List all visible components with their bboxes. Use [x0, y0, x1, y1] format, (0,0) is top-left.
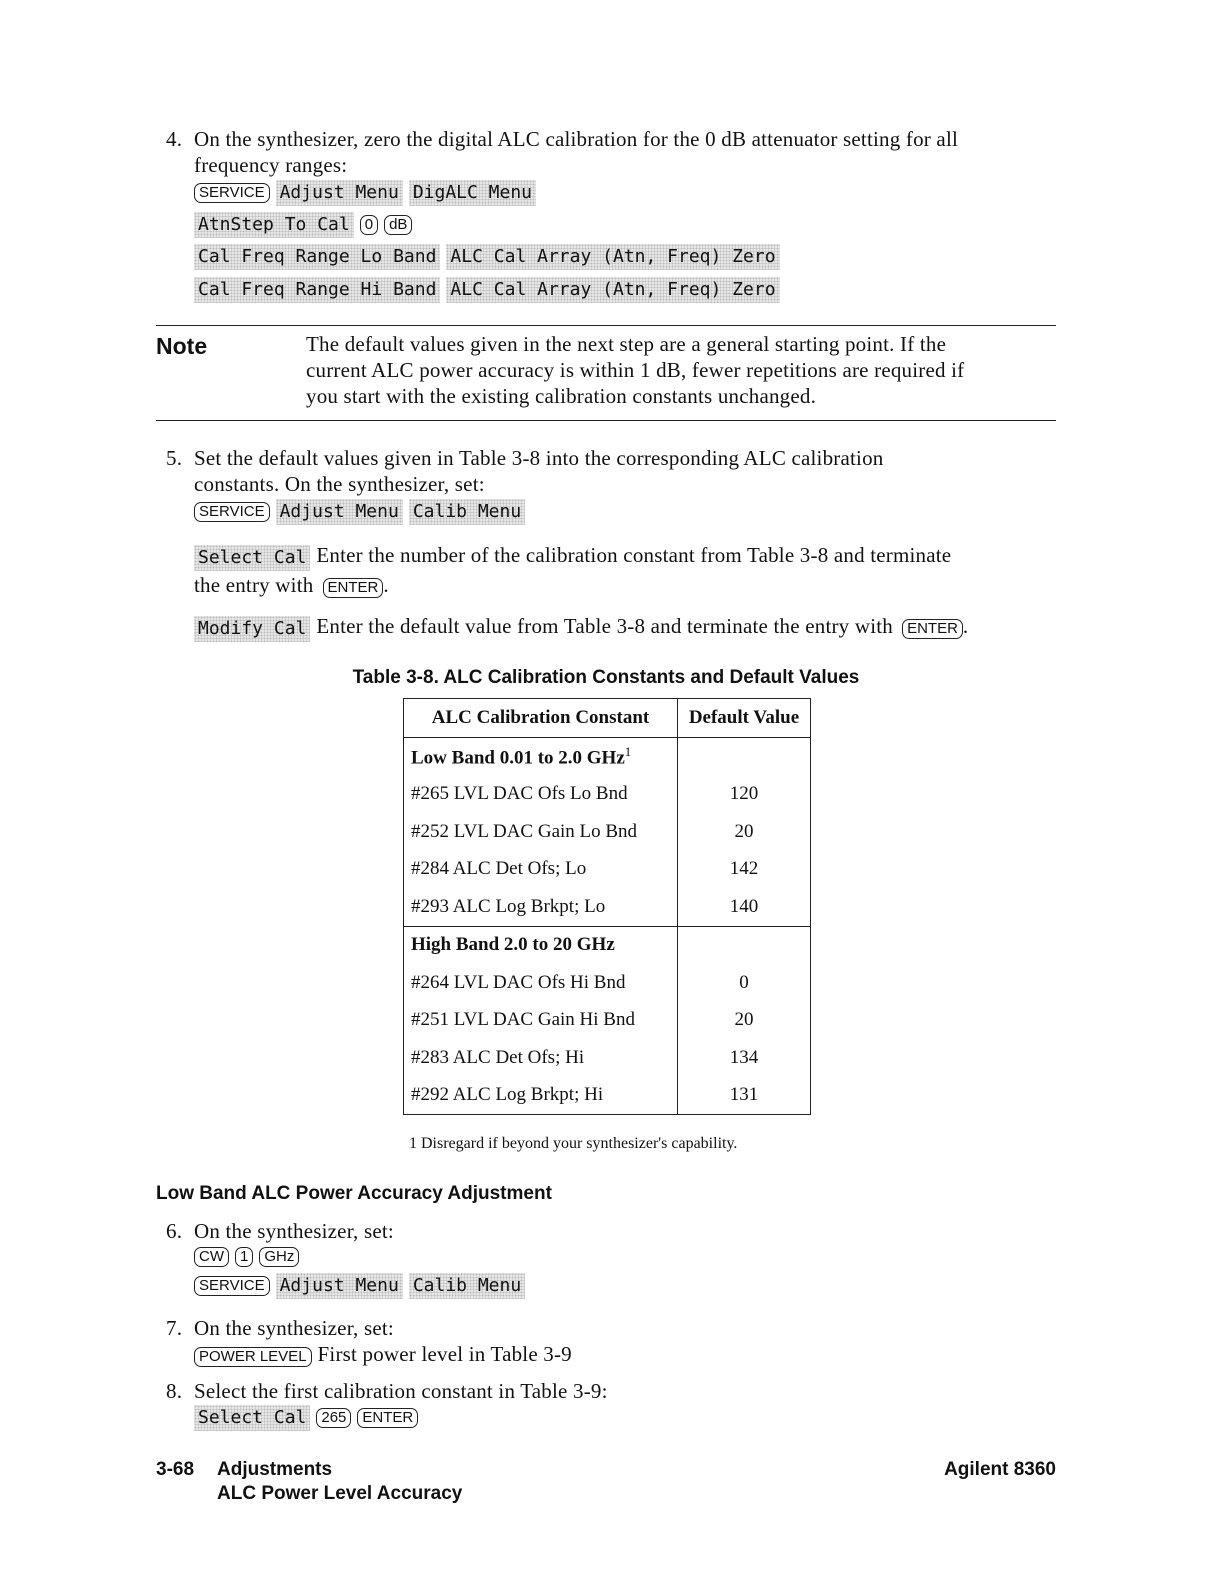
note-label: Note — [156, 333, 208, 359]
enter-key[interactable]: ENTER — [323, 578, 384, 598]
table-cell-constant: #264 LVL DAC Ofs Hi Bnd — [404, 964, 678, 1002]
modify-cal-instruction: Modify Cal Enter the default value from Table 3-8 and terminate the entry with ENTER . — [194, 614, 968, 642]
modify-cal-softkey[interactable]: Modify Cal — [194, 616, 310, 642]
service-key[interactable]: SERVICE — [194, 1276, 270, 1296]
table-footnote: 1 Disregard if beyond your synthesizer's capability. — [409, 1135, 738, 1152]
table-cell-constant: #251 LVL DAC Gain Hi Bnd — [404, 1002, 678, 1040]
step-8-text: Select the first calibration constant in Table 3-9: — [194, 1379, 608, 1403]
step-7-number: 7. — [166, 1316, 183, 1340]
table-cell-value: 140 — [729, 895, 759, 917]
table-cell-constant: #293 ALC Log Brkpt; Lo — [404, 888, 678, 926]
table-cell-value: 131 — [729, 1084, 759, 1106]
table-cell-constant: #252 LVL DAC Gain Lo Bnd — [404, 813, 678, 851]
step-5-number: 5. — [166, 446, 183, 470]
service-key[interactable]: SERVICE — [194, 183, 270, 203]
footer-subsection: ALC Power Level Accuracy — [217, 1483, 463, 1504]
table-row — [404, 1002, 811, 1040]
table-cell-constant: #265 LVL DAC Ofs Lo Bnd — [404, 776, 678, 814]
footer-chapter: Adjustments — [217, 1459, 333, 1480]
table-row — [404, 1077, 811, 1115]
table-row — [404, 851, 811, 889]
section-heading: Low Band ALC Power Accuracy Adjustment — [156, 1183, 552, 1204]
alc-cal-array-zero-softkey[interactable]: ALC Cal Array (Atn, Freq) Zero — [446, 244, 779, 270]
step-5-keys-row — [194, 499, 531, 525]
step-4-text-cont: frequency ranges: — [194, 153, 348, 177]
table-cell-value: 20 — [734, 820, 754, 842]
note-text-line-2: current ALC power accuracy is within 1 dB, fewer repetitions are required if — [306, 358, 965, 382]
table-header-default: Default Value — [678, 699, 811, 738]
adjust-menu-softkey[interactable]: Adjust Menu — [276, 1273, 403, 1299]
cal-freq-range-hi-softkey[interactable]: Cal Freq Range Hi Band — [194, 277, 440, 303]
step-6-number: 6. — [166, 1219, 183, 1243]
enter-key[interactable]: ENTER — [357, 1408, 418, 1428]
note-text-line-1: The default values given in the next step are a general starting point. If the — [306, 332, 947, 356]
one-key[interactable]: 1 — [235, 1247, 253, 1267]
select-cal-text: Enter the number of the calibration constant from Table 3-8 and terminate — [316, 543, 952, 567]
select-cal-instruction — [194, 543, 951, 571]
step-5-text: Set the default values given in Table 3-8 into the corresponding ALC calibration — [194, 446, 884, 470]
table-cell-value: 134 — [729, 1046, 759, 1068]
table-section-high-band: High Band 2.0 to 20 GHz — [404, 926, 678, 964]
number-265-key[interactable]: 265 — [316, 1408, 351, 1428]
step-7-text: On the synthesizer, set: — [194, 1316, 394, 1340]
table-row — [404, 888, 811, 926]
adjust-menu-softkey[interactable]: Adjust Menu — [276, 180, 403, 206]
table-cell-constant: #284 ALC Det Ofs; Lo — [404, 851, 678, 889]
step-4-keys-row-1 — [194, 180, 542, 206]
table-header-constant: ALC Calibration Constant — [404, 699, 678, 738]
power-level-key[interactable]: POWER LEVEL — [194, 1347, 312, 1367]
digalc-menu-softkey[interactable]: DigALC Menu — [409, 180, 536, 206]
service-key[interactable]: SERVICE — [194, 502, 270, 522]
enter-key[interactable]: ENTER — [902, 619, 963, 639]
note-top-rule — [156, 325, 1056, 326]
modify-cal-text: Enter the default value from Table 3-8 and terminate the entry with — [316, 614, 893, 638]
table-caption: Table 3-8. ALC Calibration Constants and Default Values — [352, 667, 860, 688]
atnstep-to-cal-softkey[interactable]: AtnStep To Cal — [194, 212, 354, 238]
ghz-key[interactable]: GHz — [259, 1247, 299, 1267]
calibration-constants-table — [403, 698, 811, 1115]
select-cal-text-cont: the entry with — [194, 573, 314, 597]
step-4-keys-row-4 — [194, 277, 786, 303]
table-cell-constant: #283 ALC Det Ofs; Hi — [404, 1039, 678, 1077]
step-4-text: On the synthesizer, zero the digital ALC calibration for the 0 dB attenuator setting for all — [194, 127, 959, 151]
footer-page-number: 3-68 — [156, 1459, 195, 1480]
step-6-keys-row-2 — [194, 1273, 531, 1299]
calib-menu-softkey[interactable]: Calib Menu — [409, 1273, 525, 1299]
step-5-text-cont: constants. On the synthesizer, set: — [194, 472, 485, 496]
cw-key[interactable]: CW — [194, 1247, 229, 1267]
alc-cal-array-zero-softkey[interactable]: ALC Cal Array (Atn, Freq) Zero — [446, 277, 779, 303]
step-6-keys-row-1 — [194, 1246, 305, 1267]
adjust-menu-softkey[interactable]: Adjust Menu — [276, 499, 403, 525]
note-text-line-3: you start with the existing calibration constants unchanged. — [306, 384, 817, 408]
table-row — [404, 1039, 811, 1077]
step-8-keys-row — [194, 1405, 424, 1431]
table-row — [404, 964, 811, 1002]
step-4-keys-row-3 — [194, 244, 786, 270]
cal-freq-range-lo-softkey[interactable]: Cal Freq Range Lo Band — [194, 244, 440, 270]
select-cal-softkey[interactable]: Select Cal — [194, 545, 310, 571]
note-bottom-rule — [156, 420, 1056, 421]
select-cal-softkey[interactable]: Select Cal — [194, 1405, 310, 1431]
footer-product: Agilent 8360 — [944, 1459, 1056, 1480]
db-key[interactable]: dB — [384, 215, 412, 235]
table-section-low-band: Low Band 0.01 to 2.0 GHz$^1$ — [404, 738, 678, 776]
calib-menu-softkey[interactable]: Calib Menu — [409, 499, 525, 525]
step-6-text: On the synthesizer, set: — [194, 1219, 394, 1243]
table-row — [404, 813, 811, 851]
zero-key[interactable]: 0 — [360, 215, 378, 235]
step-4-keys-row-2 — [194, 212, 418, 238]
select-cal-instruction-cont: the entry with ENTER . — [194, 573, 389, 597]
table-cell-value: 0 — [739, 971, 749, 993]
table-cell-constant: #292 ALC Log Brkpt; Hi — [404, 1077, 678, 1115]
step-7-keys-row — [194, 1342, 572, 1367]
step-4-number: 4. — [166, 127, 183, 151]
table-cell-value: 20 — [734, 1009, 754, 1031]
table-row — [404, 776, 811, 814]
table-cell-value: 120 — [729, 783, 759, 805]
table-cell-value: 142 — [729, 858, 759, 880]
step-7-power-text: First power level in Table 3-9 — [317, 1342, 572, 1366]
step-8-number: 8. — [166, 1379, 183, 1403]
